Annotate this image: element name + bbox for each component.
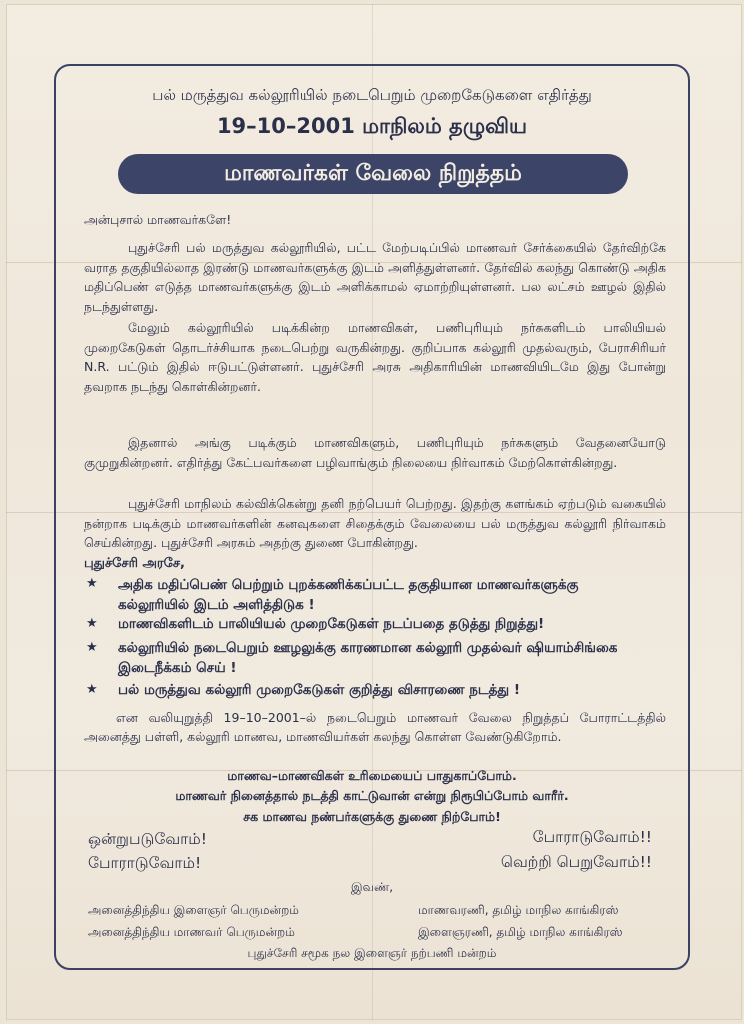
demand-1: அதிக மதிப்பெண் பெற்றும் புறக்கணிக்கப்பட்ட தகுதியான மாணவர்களுக்கு கல்லூரியில் இடம் அளித்திடுக ! [118, 577, 579, 613]
closing-line-2: மாணவர் நினைத்தால் நடத்தி காட்டுவான் என்று நிரூபிப்போம் வாரீர். [175, 788, 569, 803]
header-line-1: பல் மருத்துவ கல்லூரியில் நடைபெறும் முறைகேடுகளை எதிர்த்து [152, 86, 592, 104]
closing-line-1: மாணவ–மாணவிகள் உரிமையைப் பாதுகாப்போம். [227, 768, 517, 783]
slogan-fight: போராடுவோம்!! [532, 828, 652, 846]
organization-2: மாணவரணி, தமிழ் மாநில காங்கிரஸ் [418, 903, 619, 917]
signed-by-label: இவண், [350, 880, 394, 894]
paragraph-2: மேலும் கல்லூரியில் படிக்கின்ற மாணவிகள், பணிபுரியும் நர்சுகளிடம் பாலியியல் முறைகேடுகள் தொடர்ச்சியாக நடைபெற்று வருகின்றது. குறிப்பாக கல்லூரி முதல்வரும், பேராசிரியர் N.R. பட்டும் இதில் ஈடுபட்டுள்ளனர். புதுச்சேரி அரசு அதிகாரியின் மாணவியிடமே இது போன்று தவறாக நடந்து கொள்கின்றனர். [84, 320, 666, 394]
government-address: புதுச்சேரி அரசே, [84, 556, 185, 571]
organization-5: புதுச்சேரி சமூக நல இளைஞர் நற்பணி மன்றம் [247, 946, 497, 960]
appeal-paragraph: என வலியுறுத்தி 19–10–2001–ல் நடைபெறும் மாணவர் வேலை நிறுத்தப் போராட்டத்தில் அனைத்து பள்ளி, கல்லூரி மாணவ, மாணவியர்கள் கலந்து கொள்ள வேண்டுகிறோம். [84, 710, 666, 744]
salutation: அன்புசால் மாணவர்களே! [84, 212, 232, 227]
title-banner: மாணவர்கள் வேலை நிறுத்தம் [118, 154, 628, 194]
demand-3: கல்லூரியில் நடைபெறும் ஊழலுக்கு காரணமான கல்லூரி முதல்வர் ஷியாம்சிங்கை இடைநீக்கம் செய் ! [118, 640, 618, 676]
demand-2: மாணவிகளிடம் பாலியியல் முறைகேடுகள் நடப்பதை தடுத்து நிறுத்து! [118, 616, 545, 632]
header-date-line: 19–10–2001 மாநிலம் தழுவிய [216, 114, 528, 138]
star-bullet-icon: ★ [86, 616, 98, 631]
organization-1: அனைத்திந்திய இளைஞர் பெருமன்றம் [88, 903, 299, 917]
slogan-fight-2: போராடுவோம்! [88, 854, 202, 872]
star-bullet-icon: ★ [86, 682, 98, 697]
slogan-win: வெற்றி பெறுவோம்!! [500, 853, 652, 871]
paragraph-1: புதுச்சேரி பல் மருத்துவ கல்லூரியில், பட்ட மேற்படிப்பில் மாணவர் சேர்க்கையில் தேர்விற்கே வராத தகுதியில்லாத இரண்டு மாணவர்களுக்கு இடம் அளித்துள்ளனர். தேர்வில் கலந்து கொண்டு அதிக மதிப்பெண் எடுத்த மாணவர்களுக்கு இடம் அளிக்காமல் ஏமாற்றியுள்ளனர். பல லட்சம் ஊழல் இதில் நடந்துள்ளது. [84, 240, 666, 314]
organization-4: இளைஞரணி, தமிழ் மாநில காங்கிரஸ் [418, 925, 623, 939]
slogan-unite: ஒன்றுபடுவோம்! [88, 830, 207, 848]
star-bullet-icon: ★ [86, 576, 98, 591]
paragraph-3: இதனால் அங்கு படிக்கும் மாணவிகளும், பணிபுரியும் நர்சுகளும் வேதனையோடு குமுறுகின்றனர். எதிர்த்து கேட்பவர்களை பழிவாங்கும் நிலையை நிர்வாகம் மேற்கொள்கின்றது. [84, 435, 666, 470]
star-bullet-icon: ★ [86, 640, 98, 655]
demand-4: பல் மருத்துவ கல்லூரி முறைகேடுகள் குறித்து விசாரணை நடத்து ! [118, 682, 520, 698]
organization-3: அனைத்திந்திய மாணவர் பெருமன்றம் [88, 925, 295, 939]
closing-line-3: சக மாணவ நண்பர்களுக்கு துணை நிற்போம்! [243, 809, 501, 824]
paragraph-4: புதுச்சேரி மாநிலம் கல்விக்கென்று தனி நற்பெயர் பெற்றது. இதற்கு களங்கம் ஏற்படும் வகையில் நன்றாக படிக்கும் மாணவர்களின் கனவுகளை சிதைக்கும் வேலையை பல் மருத்துவ கல்லூரி நிர்வாகம் செய்கின்றது. புதுச்சேரி அரசும் அதற்கு துணை போகின்றது. [84, 496, 666, 550]
